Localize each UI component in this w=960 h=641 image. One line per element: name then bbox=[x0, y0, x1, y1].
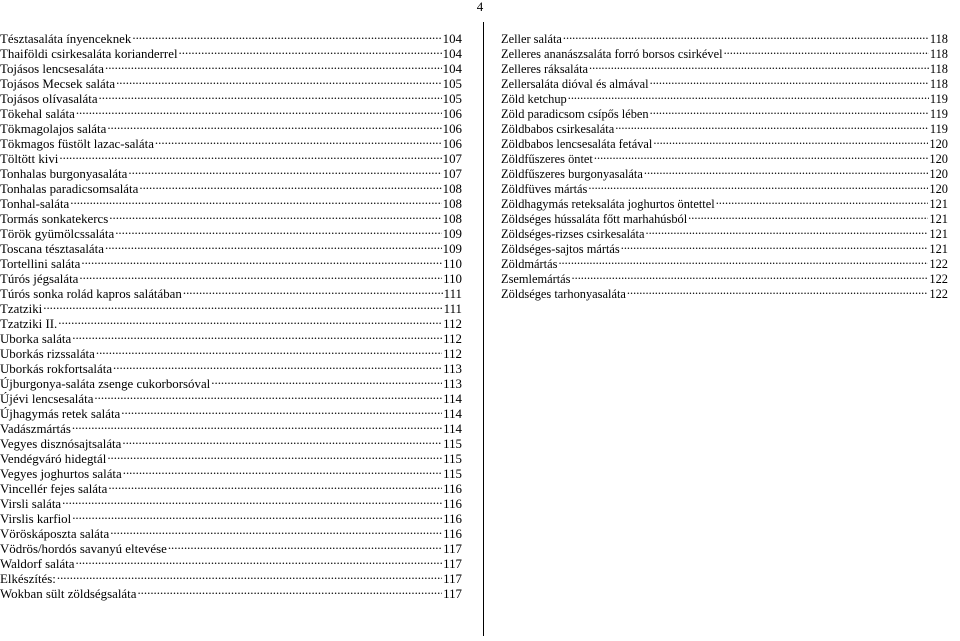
toc-entry-title: Tojásos olívasaláta bbox=[0, 92, 98, 106]
toc-entry-page: 120 bbox=[929, 137, 948, 151]
toc-entry-page: 119 bbox=[929, 92, 948, 106]
toc-entry-page: 114 bbox=[443, 422, 462, 436]
dot-leader bbox=[75, 553, 442, 568]
toc-entry-title: Zöld ketchup bbox=[501, 92, 567, 106]
dot-leader bbox=[563, 28, 929, 43]
toc-entry-page: 113 bbox=[443, 362, 462, 376]
toc-entry-title: Újévi lencsesaláta bbox=[0, 392, 94, 406]
toc-column-left bbox=[0, 28, 462, 601]
dot-leader bbox=[122, 433, 442, 448]
toc-entry-page: 111 bbox=[443, 302, 462, 316]
dot-leader bbox=[168, 538, 442, 553]
toc-entry-page: 110 bbox=[443, 257, 462, 271]
toc-entry-title: Vödrös/hordós savanyú eltevése bbox=[0, 542, 167, 556]
toc-entry-title: Zelleres ananászsaláta forró borsos csirkével bbox=[501, 47, 723, 61]
dot-leader bbox=[121, 403, 442, 418]
dot-leader bbox=[645, 223, 928, 238]
dot-leader bbox=[116, 73, 442, 88]
toc-entry-title: Vöröskáposzta saláta bbox=[0, 527, 110, 541]
toc-entry-title: Tonhal-saláta bbox=[0, 197, 70, 211]
dot-leader bbox=[105, 238, 442, 253]
toc-entry-page: 120 bbox=[929, 152, 948, 166]
toc-entry-title: Tormás sonkatekercs bbox=[0, 212, 109, 226]
toc-entry-title: Vendégváró hidegtál bbox=[0, 452, 107, 466]
toc-entry-title: Wokban sült zöldségsaláta bbox=[0, 587, 137, 601]
toc-entry-page: 115 bbox=[443, 467, 462, 481]
toc-entry-title: Újhagymás retek saláta bbox=[0, 407, 121, 421]
toc-entry-page: 116 bbox=[443, 482, 462, 496]
toc-entry-page: 117 bbox=[443, 587, 462, 601]
toc-entry bbox=[0, 493, 462, 511]
toc-entry-title: Túrós jégsaláta bbox=[0, 272, 79, 286]
toc-entry-page: 118 bbox=[929, 32, 948, 46]
toc-entry-page: 114 bbox=[443, 407, 462, 421]
toc-entry bbox=[501, 43, 948, 61]
toc-entry-page: 116 bbox=[443, 497, 462, 511]
toc-entry bbox=[0, 568, 462, 586]
toc-entry bbox=[0, 193, 462, 211]
toc-entry-title: Waldorf saláta bbox=[0, 557, 75, 571]
toc-entry-title: Zöldséges tarhonyasaláta bbox=[501, 287, 626, 301]
dot-leader bbox=[621, 238, 929, 253]
toc-entry-title: Török gyümölcssaláta bbox=[0, 227, 115, 241]
dot-leader bbox=[724, 43, 929, 58]
toc-entry bbox=[0, 508, 462, 526]
toc-entry-page: 104 bbox=[442, 62, 462, 76]
toc-entry-page: 106 bbox=[442, 137, 462, 151]
toc-entry bbox=[0, 583, 462, 601]
dot-leader bbox=[108, 478, 442, 493]
toc-entry-title: Thaiföldi csirkesaláta korianderrel bbox=[0, 47, 178, 61]
dot-leader bbox=[59, 148, 441, 163]
dot-leader bbox=[43, 298, 442, 313]
toc-entry-page: 122 bbox=[929, 287, 948, 301]
toc-entry bbox=[0, 163, 462, 181]
toc-entry-page: 118 bbox=[929, 62, 948, 76]
toc-entry-page: 104 bbox=[442, 32, 462, 46]
dot-leader bbox=[568, 88, 929, 103]
toc-entry-page: 110 bbox=[443, 272, 462, 286]
toc-entry-title: Zöldfüves mártás bbox=[501, 182, 588, 196]
toc-entry-page: 118 bbox=[929, 77, 948, 91]
toc-entry-page: 107 bbox=[442, 152, 462, 166]
dot-leader bbox=[72, 418, 442, 433]
toc-entry-page: 112 bbox=[443, 317, 462, 331]
toc-entry-page: 115 bbox=[443, 437, 462, 451]
page-number: 4 bbox=[476, 0, 484, 14]
toc-entry-title: Tonhalas burgonyasaláta bbox=[0, 167, 128, 181]
toc-entry-title: Zöldfűszeres burgonyasaláta bbox=[501, 167, 643, 181]
toc-entry-title: Zöldbabos csirkesaláta bbox=[501, 122, 615, 136]
dot-leader bbox=[137, 583, 442, 598]
toc-entry bbox=[0, 298, 462, 316]
dot-leader bbox=[113, 358, 442, 373]
toc-entry bbox=[0, 148, 462, 166]
toc-entry-page: 109 bbox=[442, 242, 462, 256]
column-divider bbox=[483, 22, 484, 636]
dot-leader bbox=[72, 508, 442, 523]
dot-leader bbox=[105, 58, 442, 73]
toc-entry-title: Töltött kivi bbox=[0, 152, 59, 166]
dot-leader bbox=[107, 118, 441, 133]
toc-entry-page: 116 bbox=[443, 512, 462, 526]
toc-entry bbox=[501, 268, 948, 286]
dot-leader bbox=[594, 148, 929, 163]
dot-leader bbox=[57, 568, 442, 583]
dot-leader bbox=[62, 493, 442, 508]
dot-leader bbox=[109, 208, 441, 223]
toc-entry-title: Elkészítés: bbox=[0, 572, 56, 586]
toc-entry-title: Zeller saláta bbox=[501, 32, 562, 46]
toc-entry-page: 105 bbox=[442, 92, 462, 106]
dot-leader bbox=[558, 253, 928, 268]
toc-entry-title: Tortellini saláta bbox=[0, 257, 81, 271]
toc-entry-page: 119 bbox=[929, 122, 948, 136]
toc-entry-title: Vegyes joghurtos saláta bbox=[0, 467, 122, 481]
dot-leader bbox=[211, 373, 442, 388]
toc-entry-page: 109 bbox=[442, 227, 462, 241]
toc-entry-title: Zöldhagymás reteksaláta joghurtos öntettel bbox=[501, 197, 715, 211]
dot-leader bbox=[132, 28, 441, 43]
toc-entry-title: Tökehal saláta bbox=[0, 107, 75, 121]
toc-entry-title: Vadászmártás bbox=[0, 422, 71, 436]
dot-leader bbox=[650, 73, 929, 88]
toc-entry-title: Tojásos lencsesaláta bbox=[0, 62, 104, 76]
toc-entry bbox=[501, 28, 948, 46]
toc-entry-title: Zöldbabos lencsesaláta fetával bbox=[501, 137, 653, 151]
toc-entry bbox=[0, 313, 462, 331]
toc-entry-page: 107 bbox=[442, 167, 462, 181]
toc-entry-page: 106 bbox=[442, 107, 462, 121]
toc-entry-page: 114 bbox=[443, 392, 462, 406]
toc-entry-title: Vincellér fejes saláta bbox=[0, 482, 108, 496]
dot-leader bbox=[79, 268, 442, 283]
toc-entry-title: Virsli saláta bbox=[0, 497, 62, 511]
dot-leader bbox=[183, 283, 443, 298]
dot-leader bbox=[110, 523, 442, 538]
toc-entry-title: Zöld paradicsom csípős lében bbox=[501, 107, 649, 121]
toc-entry bbox=[501, 253, 948, 271]
dot-leader bbox=[96, 343, 442, 358]
toc-entry-page: 117 bbox=[443, 557, 462, 571]
toc-entry-title: Zöldséges hússaláta főtt marhahúsból bbox=[501, 212, 688, 226]
toc-entry-title: Uborkás rokfortsaláta bbox=[0, 362, 113, 376]
toc-entry-page: 121 bbox=[929, 227, 948, 241]
dot-leader bbox=[589, 58, 929, 73]
dot-leader bbox=[179, 43, 442, 58]
toc-entry bbox=[0, 28, 462, 46]
toc-entry-title: Uborka saláta bbox=[0, 332, 72, 346]
toc-entry-page: 117 bbox=[443, 542, 462, 556]
dot-leader bbox=[688, 208, 928, 223]
toc-entry-page: 106 bbox=[442, 122, 462, 136]
toc-entry bbox=[501, 103, 948, 121]
dot-leader bbox=[115, 223, 441, 238]
dot-leader bbox=[155, 133, 442, 148]
toc-entry-page: 113 bbox=[443, 377, 462, 391]
toc-entry-title: Zöldséges-sajtos mártás bbox=[501, 242, 620, 256]
dot-leader bbox=[644, 163, 929, 178]
toc-entry-title: Túrós sonka rolád kapros salátában bbox=[0, 287, 182, 301]
toc-entry bbox=[501, 88, 948, 106]
toc-entry-title: Zöldmártás bbox=[501, 257, 558, 271]
toc-entry-page: 117 bbox=[443, 572, 462, 586]
dot-leader bbox=[572, 268, 929, 283]
toc-entry-title: Tonhalas paradicsomsaláta bbox=[0, 182, 139, 196]
toc-entry-page: 105 bbox=[442, 77, 462, 91]
toc-entry-title: Zelleres ráksaláta bbox=[501, 62, 589, 76]
toc-entry-title: Újburgonya-saláta zsenge cukorborsóval bbox=[0, 377, 211, 391]
toc-entry-page: 112 bbox=[443, 347, 462, 361]
dot-leader bbox=[653, 133, 928, 148]
toc-entry-title: Tzatziki bbox=[0, 302, 43, 316]
toc-entry-page: 119 bbox=[929, 107, 948, 121]
toc-entry-page: 121 bbox=[929, 212, 948, 226]
toc-entry bbox=[0, 328, 462, 346]
toc-entry-title: Virslis karfiol bbox=[0, 512, 72, 526]
dot-leader bbox=[58, 313, 442, 328]
toc-entry-title: Tökmagolajos saláta bbox=[0, 122, 107, 136]
toc-entry-page: 120 bbox=[929, 167, 948, 181]
dot-leader bbox=[94, 388, 442, 403]
toc-entry-page: 104 bbox=[442, 47, 462, 61]
dot-leader bbox=[72, 328, 442, 343]
dot-leader bbox=[76, 103, 442, 118]
dot-leader bbox=[588, 178, 928, 193]
dot-leader bbox=[716, 193, 929, 208]
toc-entry-title: Zellersaláta dióval és almával bbox=[501, 77, 649, 91]
toc-column-right bbox=[501, 28, 948, 301]
toc-entry-page: 108 bbox=[442, 212, 462, 226]
toc-entry-page: 120 bbox=[929, 182, 948, 196]
toc-entry-title: Zöldséges-rizses csirkesaláta bbox=[501, 227, 645, 241]
toc-entry-title: Zöldfűszeres öntet bbox=[501, 152, 593, 166]
toc-entry-page: 122 bbox=[929, 257, 948, 271]
dot-leader bbox=[81, 253, 442, 268]
toc-entry-page: 122 bbox=[929, 272, 948, 286]
toc-entry-title: Toscana tésztasaláta bbox=[0, 242, 104, 256]
toc-entry-page: 116 bbox=[443, 527, 462, 541]
toc-entry-title: Tésztasaláta ínyenceknek bbox=[0, 32, 132, 46]
toc-entry-title: Vegyes disznósajtsaláta bbox=[0, 437, 122, 451]
toc-entry-title: Tzatziki II. bbox=[0, 317, 58, 331]
toc-entry-page: 112 bbox=[443, 332, 462, 346]
dot-leader bbox=[70, 193, 441, 208]
toc-entry-page: 108 bbox=[442, 182, 462, 196]
dot-leader bbox=[650, 103, 929, 118]
toc-entry bbox=[0, 208, 462, 226]
dot-leader bbox=[123, 463, 442, 478]
toc-entry-page: 121 bbox=[929, 197, 948, 211]
toc-entry-page: 111 bbox=[443, 287, 462, 301]
dot-leader bbox=[627, 283, 929, 298]
dot-leader bbox=[139, 178, 441, 193]
dot-leader bbox=[128, 163, 441, 178]
toc-entry-page: 108 bbox=[442, 197, 462, 211]
toc-entry-page: 118 bbox=[929, 47, 948, 61]
toc-entry-page: 115 bbox=[443, 452, 462, 466]
dot-leader bbox=[615, 118, 929, 133]
toc-entry-page: 121 bbox=[929, 242, 948, 256]
toc-entry-title: Uborkás rizssaláta bbox=[0, 347, 95, 361]
toc-entry-title: Zsemlemártás bbox=[501, 272, 571, 286]
dot-leader bbox=[107, 448, 442, 463]
toc-entry-title: Tökmagos füstölt lazac-saláta bbox=[0, 137, 154, 151]
toc-entry-title: Tojásos Mecsek saláta bbox=[0, 77, 116, 91]
dot-leader bbox=[99, 88, 442, 103]
